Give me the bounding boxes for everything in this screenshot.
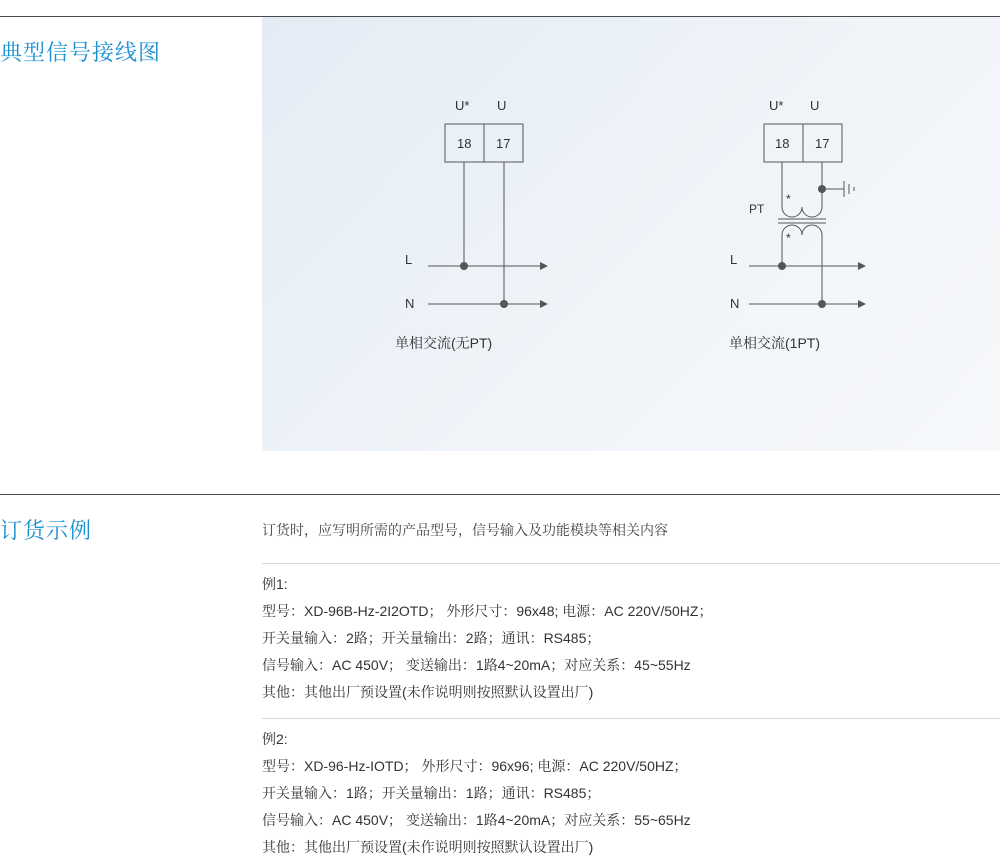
example-signal-line: 信号输入：AC 450V； 变送输出：1路4~20mA；对应关系：55~65Hz	[262, 812, 691, 828]
divider-example-2	[262, 718, 1000, 719]
wiring-diagrams	[262, 17, 1000, 451]
example-signal-line: 信号输入：AC 450V； 变送输出：1路4~20mA；对应关系：45~55Hz	[262, 657, 691, 673]
example-other-line: 其他：其他出厂预设置(未作说明则按照默认设置出厂)	[262, 684, 594, 700]
pt-polarity-star-top: *	[786, 192, 791, 206]
example-model-line: 型号：XD-96B-Hz-2I2OTD； 外形尺寸：96x48; 电源：AC 220V/50HZ；	[262, 603, 713, 619]
terminal-label-u: U	[810, 98, 820, 113]
diagram-right	[729, 98, 865, 351]
terminal-number-18: 18	[775, 136, 790, 151]
terminal-number-18: 18	[457, 136, 472, 151]
terminal-label-u-star: U*	[769, 98, 784, 113]
line-label-n: N	[405, 296, 415, 311]
example-io-line: 开关量输入：1路；开关量输出：1路；通讯：RS485；	[262, 785, 601, 801]
diagram-caption: 单相交流(1PT)	[729, 335, 820, 351]
terminal-number-17: 17	[815, 136, 830, 151]
ground-junction-dot	[818, 185, 826, 193]
example-heading: 例1:	[262, 576, 288, 592]
order-intro-text: 订货时，应写明所需的产品型号，信号输入及功能模块等相关内容	[262, 522, 668, 538]
example-model-line: 型号：XD-96-Hz-IOTD； 外形尺寸：96x96; 电源：AC 220V/50HZ；	[262, 758, 688, 774]
example-2	[262, 726, 691, 861]
middle-divider	[0, 494, 1000, 495]
pt-label: PT	[749, 202, 765, 216]
line-label-l: L	[730, 252, 738, 267]
example-1	[262, 571, 712, 706]
junction-dot-n	[500, 300, 508, 308]
ground-icon	[844, 181, 854, 197]
diagram-left	[395, 98, 547, 351]
example-other-line: 其他：其他出厂预设置(未作说明则按照默认设置出厂)	[262, 839, 594, 855]
diagram-caption: 单相交流(无PT)	[395, 335, 493, 351]
pt-primary-coil	[782, 207, 822, 217]
terminal-label-u-star: U*	[455, 98, 470, 113]
terminal-number-17: 17	[496, 136, 511, 151]
divider-example-1	[262, 563, 1000, 564]
example-heading: 例2:	[262, 731, 288, 747]
example-io-line: 开关量输入：2路；开关量输出：2路；通讯：RS485；	[262, 630, 601, 646]
section-title-wiring: 典型信号接线图	[0, 40, 162, 65]
line-label-n: N	[730, 296, 740, 311]
terminal-label-u: U	[497, 98, 507, 113]
line-label-l: L	[405, 252, 413, 267]
wiring-diagram-panel	[262, 17, 1000, 451]
junction-dot-l	[460, 262, 468, 270]
pt-polarity-star-bottom: *	[786, 231, 791, 245]
section-title-order-example: 订货示例	[0, 518, 93, 543]
junction-dot-l	[778, 262, 786, 270]
junction-dot-n	[818, 300, 826, 308]
